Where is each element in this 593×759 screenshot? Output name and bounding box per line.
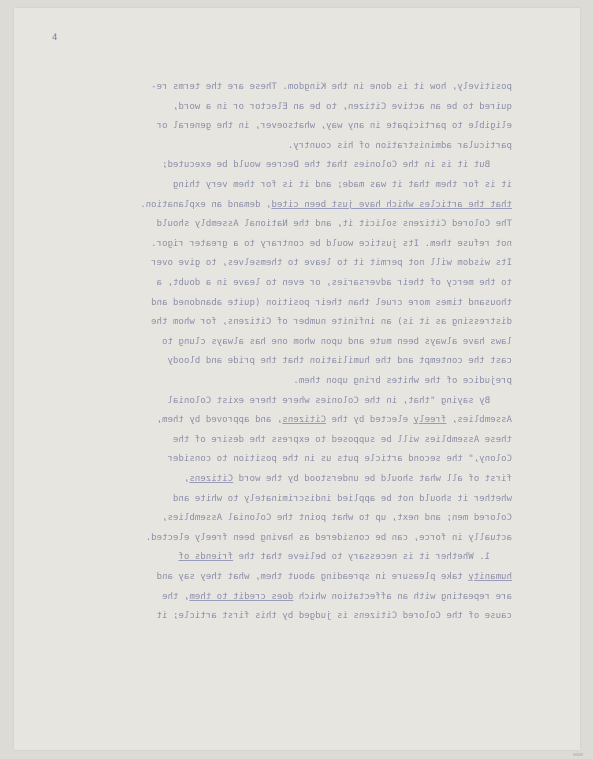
underlined-text: freely	[413, 415, 447, 426]
text-segment: take pleasure in spreading about them, what they say and	[156, 572, 469, 582]
body-text-line	[178, 552, 512, 562]
body-text-line: cast the contempt and the humiliation that the pride and bloody	[167, 356, 512, 367]
body-text-line: particular administration of his country.	[287, 140, 512, 151]
body-text-line: By saying "that, in the Colonies where there exist Colonial	[167, 395, 512, 406]
body-text-line: cause of the Colored Citizens is judged by this first article; it	[156, 611, 512, 622]
body-text-line: Colony," the second article puts us in the position to consider	[167, 454, 512, 465]
body-text-line: quired to be an active Citizen, to be an Elector or in a word,	[172, 101, 512, 112]
text-segment: , demand an explanation.	[140, 199, 272, 210]
body-text-line: The Colored Citizens solicit it, and the National Assembly should	[156, 219, 512, 230]
body-text-line: actually in force, can be considered as having been freely elected.	[145, 532, 512, 543]
text-segment: first of all what should be understood by the word	[233, 474, 512, 484]
body-text-line: laws have always been mute and upon whom one has always clung to	[162, 336, 512, 347]
body-text-line: prejudice of the whites bring upon them.	[293, 376, 512, 386]
underlined-text: that the articles which have just been cited	[271, 199, 512, 210]
text-segment: ,	[183, 474, 190, 484]
underlined-text: Citizens	[282, 415, 327, 426]
text-segment: , and approved by them,	[156, 415, 283, 426]
body-text-line: to the mercy of their adversaries, or even to leave in a doubt, a	[156, 278, 512, 288]
body-text-line: distressing as it is) an infinite number of Citizens, for whom the	[151, 317, 512, 328]
text-segment: Assemblies,	[446, 415, 512, 426]
page-number: 4	[52, 33, 58, 43]
body-text-line: eligible to participate in any way, whatsoever, in the general or	[156, 121, 512, 132]
text-segment: 1. Whether it is necessary to believe that the	[233, 552, 512, 563]
underlined-text: Citizens	[189, 474, 234, 484]
underlined-text: humanity	[468, 572, 512, 582]
body-text-line: it is for them that it was made; and it is for them very thing	[172, 180, 512, 190]
body-text-line	[157, 572, 512, 582]
body-text-line: thousand times more cruel than their position (quite abandoned and	[151, 297, 512, 308]
body-text-line: Its wisdom will not permit it to leave to themselves, to give over	[151, 258, 512, 269]
body-text-line: these Assemblies will be supposed to express the desire of the	[172, 434, 512, 445]
scan-edge-mark	[573, 753, 583, 756]
body-text-line: But it is in the Colonies that the Decree would be executed;	[162, 160, 512, 171]
body-text-line	[162, 592, 512, 602]
body-text-line	[140, 200, 512, 210]
body-text-line	[184, 474, 512, 484]
body-text-line: positively, how it is done in the Kingdom. These are the terms re-	[151, 82, 512, 92]
body-text-line: Colored men; and next, up to what point the Colonial Assemblies,	[162, 513, 512, 524]
text-segment: are repeating with an affectation which	[293, 591, 512, 602]
underlined-text: does credit to them	[189, 591, 294, 602]
underlined-text: friends of	[178, 552, 234, 563]
text-segment: elected by the	[326, 415, 414, 426]
body-text-line	[157, 415, 512, 425]
body-text-line: whether it should not be applied indiscriminately to white and	[172, 493, 512, 504]
text-segment: , the	[162, 591, 190, 602]
body-text-line: not refuse them. Its justice would be contrary to a greater rigor.	[151, 238, 512, 249]
